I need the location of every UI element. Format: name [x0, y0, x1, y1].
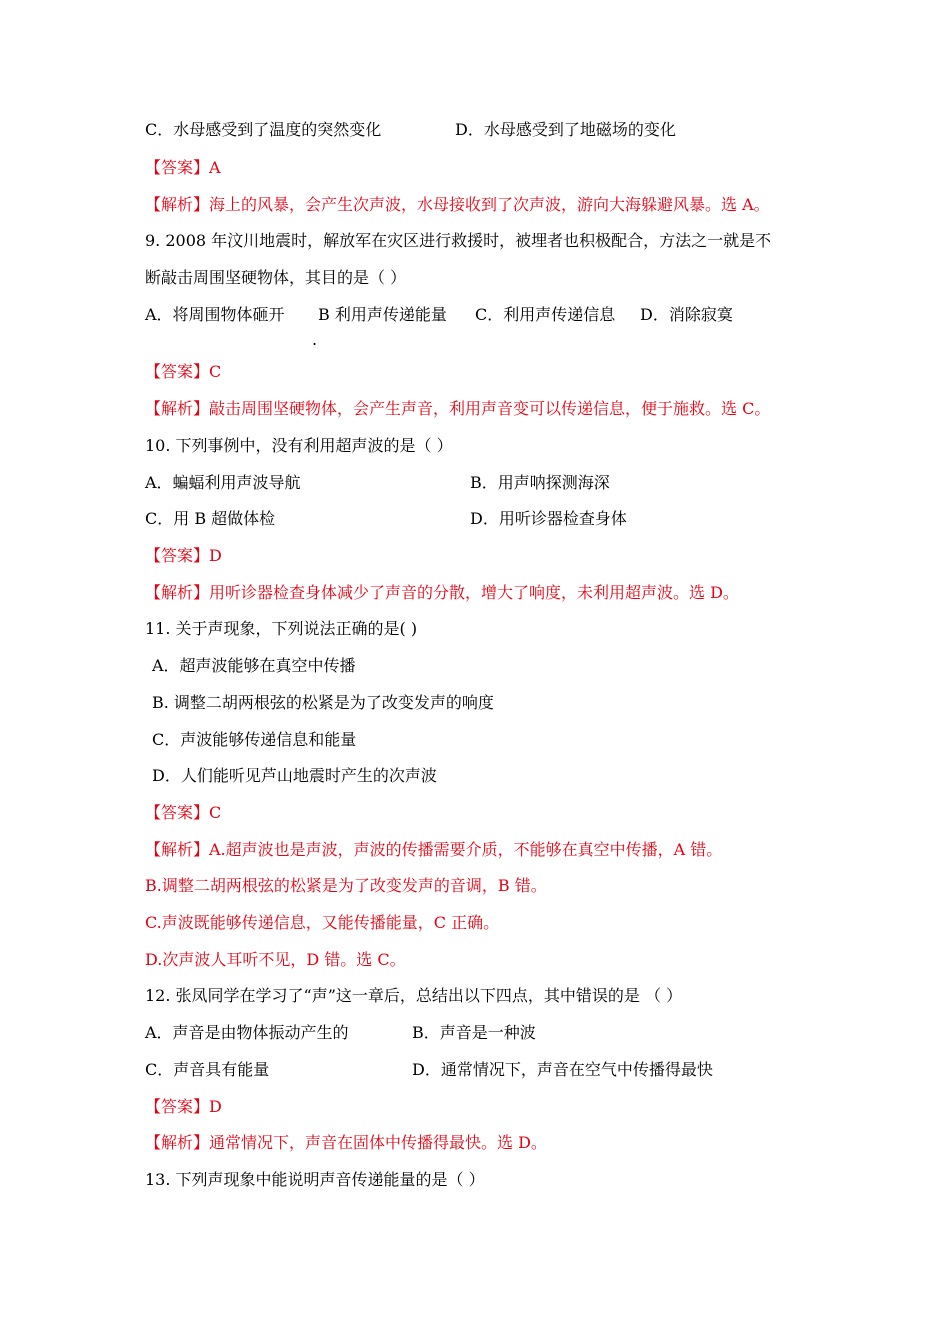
q9-option-a: A．将周围物体砸开 [145, 305, 285, 324]
q10-stem: 10. 下列事例中，没有利用超声波的是（ ） [145, 436, 453, 455]
q10-option-c: C．用 B 超做体检 [145, 509, 276, 528]
q13-stem: 13. 下列声现象中能说明声音传递能量的是（ ） [145, 1170, 485, 1189]
q9-option-b: B 利用声传递能量 [318, 305, 447, 324]
q11-option-a: A．超声波能够在真空中传播 [152, 656, 356, 675]
q8-answer: 【答案】A [145, 158, 221, 177]
q8-option-d: D．水母感受到了地磁场的变化 [455, 120, 676, 139]
q9-explanation: 【解析】敲击周围坚硬物体，会产生声音，利用声音变可以传递信息，便于施救。选 C。 [145, 399, 771, 418]
q12-answer: 【答案】D [145, 1097, 222, 1116]
q11-explanation-2: B.调整二胡两根弦的松紧是为了改变发声的音调，B 错。 [145, 876, 547, 895]
q9-option-d: D．消除寂寞 [640, 305, 733, 324]
q10-option-a: A．蝙蝠利用声波导航 [145, 473, 301, 492]
q12-stem: 12. 张凤同学在学习了“声”这一章后，总结出以下四点，其中错误的是 （ ） [145, 986, 683, 1005]
q11-option-c: C．声波能够传递信息和能量 [152, 730, 357, 749]
q11-stem: 11. 关于声现象，下列说法正确的是( ) [145, 619, 418, 638]
q9-stray-dot: . [312, 330, 318, 349]
q10-explanation: 【解析】用听诊器检查身体减少了声音的分散，增大了响度，未利用超声波。选 D。 [145, 583, 739, 602]
q8-explanation: 【解析】海上的风暴，会产生次声波，水母接收到了次声波，游向大海躲避风暴。选 A。 [145, 195, 770, 214]
q12-option-d: D．通常情况下，声音在空气中传播得最快 [412, 1060, 713, 1079]
q11-option-d: D．人们能听见芦山地震时产生的次声波 [152, 766, 437, 785]
q9-answer: 【答案】C [145, 362, 222, 381]
q11-explanation-3: C.声波既能够传递信息，又能传播能量，C 正确。 [145, 913, 500, 932]
q10-option-d: D．用听诊器检查身体 [470, 509, 627, 528]
q12-option-a: A．声音是由物体振动产生的 [145, 1023, 349, 1042]
q8-option-c: C．水母感受到了温度的突然变化 [145, 120, 382, 139]
q9-stem-line-2: 断敲击周围坚硬物体，其目的是（ ） [145, 268, 407, 287]
q11-answer: 【答案】C [145, 803, 222, 822]
q10-option-b: B．用声呐探测海深 [470, 473, 610, 492]
q11-explanation-4: D.次声波人耳听不见，D 错。选 C。 [145, 950, 406, 969]
q11-explanation-1: 【解析】A.超声波也是声波，声波的传播需要介质，不能够在真空中传播，A 错。 [145, 840, 723, 859]
q12-explanation: 【解析】通常情况下，声音在固体中传播得最快。选 D。 [145, 1133, 547, 1152]
q9-option-c: C．利用声传递信息 [475, 305, 616, 324]
q10-answer: 【答案】D [145, 546, 222, 565]
q12-option-c: C．声音具有能量 [145, 1060, 270, 1079]
q11-option-b: B. 调整二胡两根弦的松紧是为了改变发声的响度 [152, 693, 494, 712]
q12-option-b: B．声音是一种波 [412, 1023, 536, 1042]
q9-stem-line-1: 9. 2008 年汶川地震时，解放军在灾区进行救援时，被埋者也积极配合，方法之一就是不 [145, 231, 772, 250]
